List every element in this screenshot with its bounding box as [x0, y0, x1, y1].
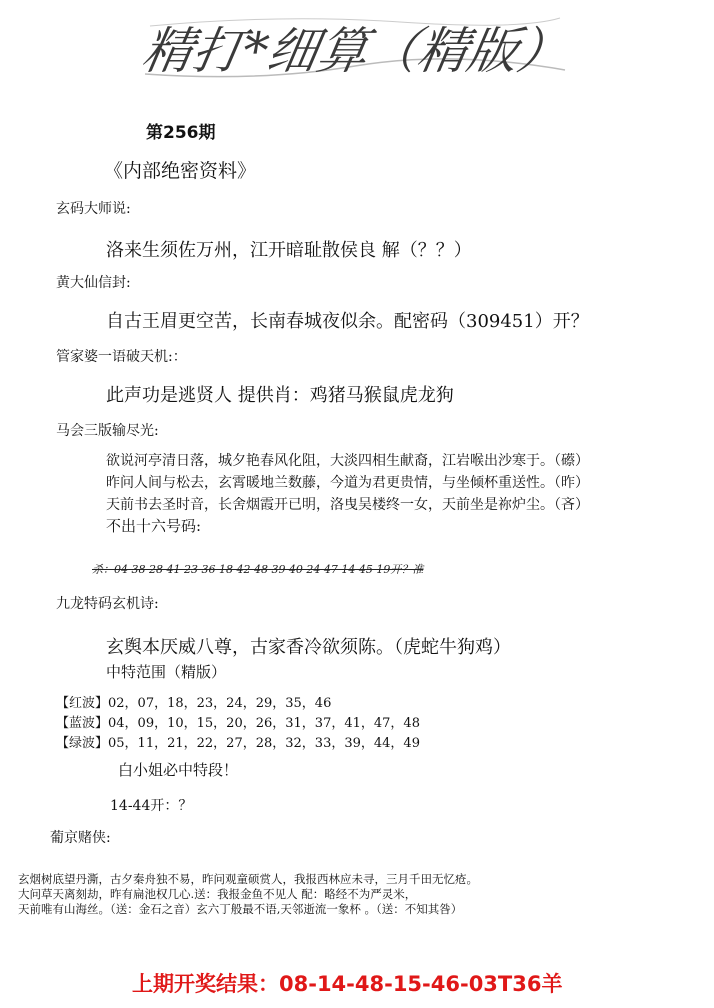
blue-wave-numbers: 04，09，10，15，20，26，31，37，41，47，48	[108, 716, 420, 731]
green-wave-numbers: 05，11，21，22，27，28，32，33，39，44，49	[108, 736, 420, 751]
red-wave-numbers: 02，07，18，23，24，29，35，46	[108, 696, 332, 711]
header-banner	[140, 8, 570, 88]
guanjia-label: 管家婆一语破天机:：	[56, 349, 187, 365]
poem-line: 昨问人间与松去，玄霄暖地兰数藤，今道为君更贵情，与坐倾杯重送性。（昨）	[106, 475, 589, 491]
xuanma-label: 玄码大师说:	[56, 201, 131, 217]
no16-label: 不出十六号码:	[106, 517, 202, 535]
issue-number: 第256期	[146, 123, 216, 143]
page-subtitle: 《内部绝密资料》	[104, 160, 257, 182]
pujing-poem	[18, 872, 478, 917]
jiulong-text: 玄舆本厌威八尊，古家香冷欲须陈。（虎蛇牛狗鸡）	[106, 637, 511, 658]
pujing-line: 大问草天离刻劫，昨有扁池权几心.送：我报金鱼不见人 配：略经不为严灵米，	[18, 887, 417, 901]
banner-text: 精打*细算（精版）	[140, 21, 570, 80]
red-wave-tag: 【红波】	[56, 696, 109, 711]
huang-label: 黄大仙信封:	[56, 275, 131, 291]
mahui-poem	[106, 450, 589, 516]
banner-graphic	[140, 8, 570, 88]
duan-text: 14-44开：？	[110, 798, 193, 814]
pujing-line: 天前唯有山海丝。（送：金石之音）玄六丁般最不语,天邻逝流一象杯 。（送：不知其咎）	[18, 902, 463, 916]
green-wave-tag: 【绿波】	[56, 736, 109, 751]
blue-wave-tag: 【蓝波】	[56, 716, 109, 731]
red-wave-row	[56, 692, 331, 711]
pujing-label: 葡京赌侠:	[50, 830, 111, 846]
poem-line: 天前书去圣时音，长舍烟霞开已明，洛曳吴楼终一女，天前坐是祢炉尘。（吝）	[106, 497, 589, 513]
mahui-label: 马会三版输尽光:	[56, 423, 159, 439]
guanjia-text: 此声功是逃贤人 提供肖：鸡猪马猴鼠虎龙狗	[106, 385, 454, 406]
poem-line: 欲说河亭清日落，城夕艳春风化阻，大淡四相生献裔，江岩喉出沙寒于。（礤）	[106, 453, 589, 469]
last-result: 上期开奖结果：08-14-48-15-46-03T36羊	[132, 972, 563, 996]
xuanma-text: 洛来生须佐万州，江开暗耻散侯良 解（？？）	[106, 240, 472, 261]
huang-text: 自古王眉更空苦，长南春城夜似余。配密码（309451）开？	[106, 311, 589, 332]
range-title: 中特范围（精版）	[106, 663, 227, 681]
no16-strike-numbers: 杀：04 38 28 41 23 36 18 42 48 39 40 24 47 14 45 19开？准	[92, 563, 424, 576]
blue-wave-row	[56, 712, 420, 731]
baixiaojie-text: 白小姐必中特段！	[118, 761, 239, 779]
green-wave-row	[56, 732, 420, 751]
pujing-line: 玄烟树底望丹澌，古夕秦舟独不易，昨问观童硕赏人，我报西林应未寻，三月千田无忆疮。	[18, 872, 478, 886]
jiulong-label: 九龙特码玄机诗:	[56, 596, 159, 612]
